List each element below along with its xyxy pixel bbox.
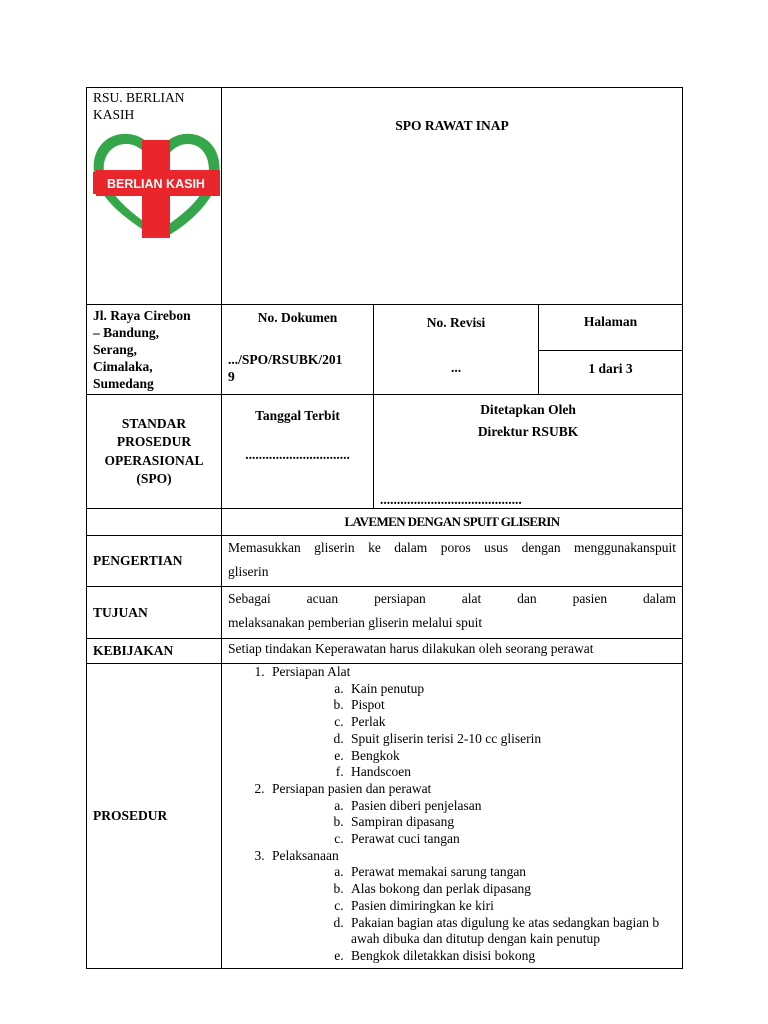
prosedur-label-cell	[87, 664, 222, 969]
doc-number-cell	[222, 305, 374, 395]
doc-number-value-line1: .../SPO/RSUBK/201	[228, 352, 343, 367]
prosedur-steps-cell	[222, 664, 683, 969]
spo-label-line: OPERASIONAL	[104, 452, 204, 468]
kebijakan-row	[87, 639, 683, 664]
issue-date-value: ...............................	[245, 447, 350, 462]
spo-label-line: STANDAR	[121, 415, 187, 431]
doc-info-row	[87, 305, 683, 395]
document-title-cell	[222, 88, 683, 305]
revision-label: No. Revisi	[426, 315, 486, 330]
address-cell	[87, 305, 222, 395]
prosedur-row	[87, 664, 683, 969]
procedure-step	[268, 848, 676, 965]
logo-text: BERLIAN KASIH	[107, 177, 205, 191]
step-title: Persiapan Alat	[272, 664, 351, 679]
pengertian-label-cell	[87, 536, 222, 587]
issue-date-label: Tanggal Terbit	[255, 408, 340, 423]
step-item: b. Pispot	[347, 697, 676, 714]
step-title: Persiapan pasien dan perawat	[272, 780, 432, 796]
prosedur-label: PROSEDUR	[93, 808, 168, 823]
tujuan-row	[87, 587, 683, 639]
document-title: SPO RAWAT INAP	[395, 118, 509, 133]
step-item: b. Sampiran dipasang	[347, 814, 676, 831]
step-item: e. Bengkok diletakkan disisi bokong	[347, 948, 676, 965]
step-item: a. Perawat memakai sarung tangan	[347, 864, 676, 881]
step-item: d. Spuit gliserin terisi 2-10 cc gliserin	[347, 731, 676, 748]
tujuan-label: TUJUAN	[93, 604, 148, 620]
signature-line: ..........................................	[380, 492, 522, 507]
approval-row	[87, 395, 683, 509]
spo-label-line: PROSEDUR	[116, 434, 192, 449]
doc-number-label: No. Dokumen	[257, 310, 338, 325]
page-cell	[539, 305, 683, 395]
address-line: Serang,	[93, 342, 137, 357]
revision-cell	[374, 305, 539, 395]
step-items	[272, 681, 676, 781]
empty-cell	[87, 509, 222, 536]
step-item: b. Alas bokong dan perlak dipasang	[347, 881, 676, 898]
issue-date-cell	[222, 395, 374, 509]
procedure-step	[268, 781, 676, 848]
address-line: Sumedang	[93, 376, 154, 391]
kebijakan-label: KEBIJAKAN	[93, 643, 174, 658]
kebijakan-text: Setiap tindakan Keperawatan harus dilakukan oleh seorang perawat	[228, 641, 594, 656]
approved-by-label: Ditetapkan Oleh	[480, 402, 576, 417]
kebijakan-text-cell	[222, 639, 683, 664]
step-items	[272, 864, 676, 964]
pengertian-text-cell	[222, 536, 683, 587]
address-line: Cimalaka,	[93, 359, 153, 374]
step-item: f. Handscoen	[347, 764, 676, 781]
hospital-name-line1: RSU. BERLIAN	[93, 90, 185, 105]
step-item: c. Pasien dimiringkan ke kiri	[347, 898, 676, 915]
procedure-title-cell	[222, 509, 683, 536]
procedure-step	[268, 664, 676, 781]
step-title: Pelaksanaan	[272, 847, 339, 863]
hospital-name-line2: KASIH	[93, 107, 135, 122]
revision-value: ...	[450, 360, 462, 375]
procedure-title-row	[87, 509, 683, 536]
tujuan-text-cell	[222, 587, 683, 639]
pengertian-text-line1: Memasukkan gliserin ke dalam poros usus dengan menggunakanspuit	[228, 540, 677, 555]
kebijakan-label-cell	[87, 639, 222, 664]
procedure-steps	[222, 664, 676, 965]
procedure-title: LAVEMEN DENGAN SPUIT GLISERIN	[344, 514, 560, 529]
tujuan-text-line1: Sebagai acuan persiapan alat dan pasien dalam	[228, 591, 677, 606]
pengertian-text-line2: gliserin	[228, 564, 269, 579]
step-item: a. Kain penutup	[347, 681, 676, 698]
step-item: c. Perawat cuci tangan	[347, 831, 676, 848]
address-line: – Bandung,	[93, 325, 160, 340]
step-item: d. Pakaian bagian atas digulung ke atas sedangkan bagian b awah dibuka dan ditutup dengan kain penutup	[347, 915, 676, 948]
tujuan-text-line2: melaksanakan pemberian gliserin melalui spuit	[228, 615, 483, 630]
step-item: c. Perlak	[347, 714, 676, 731]
page-value: 1 dari 3	[588, 361, 633, 376]
tujuan-label-cell	[87, 587, 222, 639]
page-label: Halaman	[583, 314, 638, 329]
address-line: Jl. Raya Cirebon	[93, 308, 191, 323]
approved-by-name: Direktur RSUBK	[477, 424, 579, 439]
step-items	[272, 798, 676, 848]
doc-number-value-line2: 9	[228, 369, 235, 384]
step-item: a. Pasien diberi penjelasan	[347, 798, 676, 815]
spo-label-cell	[87, 395, 222, 509]
spo-label-line: (SPO)	[136, 471, 172, 486]
step-item: e. Bengkok	[347, 748, 676, 765]
pengertian-row	[87, 536, 683, 587]
pengertian-label: PENGERTIAN	[93, 553, 183, 568]
hospital-logo	[90, 126, 225, 244]
approved-by-cell	[374, 395, 683, 509]
